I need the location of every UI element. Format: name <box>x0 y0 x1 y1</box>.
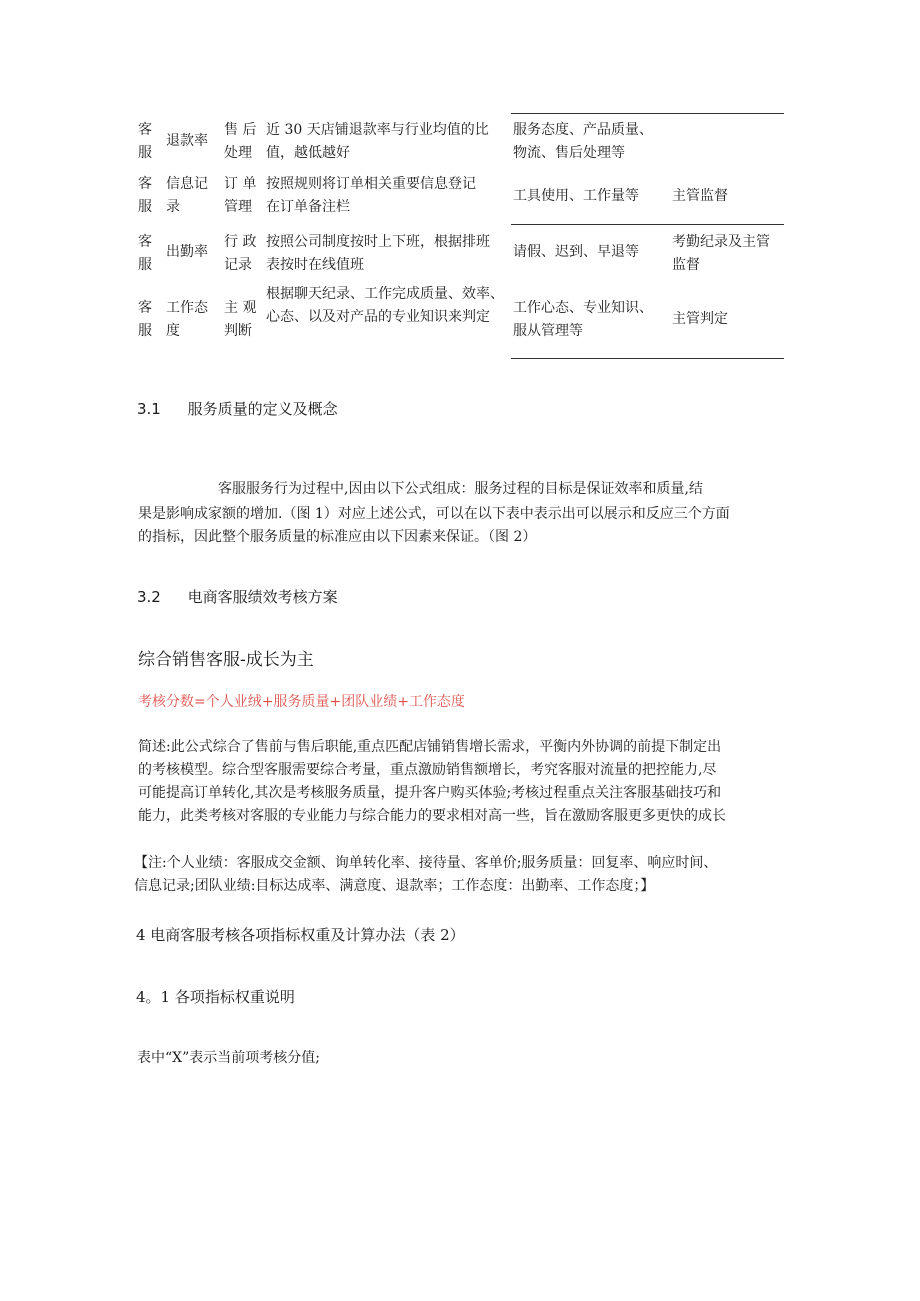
table-rule-mid <box>511 224 784 225</box>
cell-metric: 信息记 录 <box>166 176 208 215</box>
cell-metric: 工作态 度 <box>166 300 208 339</box>
paragraph-line: 果是影响成家额的增加.（图 1）对应上述公式，可以在以下表中表示出可以展示和反应三个方面 <box>138 506 730 522</box>
section-title: 电商客服绩效考核方案 <box>187 588 338 606</box>
subtitle: 综合销售客服-成长为主 <box>138 650 314 670</box>
summary-line: 能力，此类考核对客服的专业能力与综合能力的要求相对高一些，旨在激励客服更多更快的成长 <box>138 808 726 824</box>
cell-method: 根据聊天纪录、工作完成质量、效率、 心态、以及对产品的专业知识来判定 <box>266 286 504 325</box>
section-heading-3-1 <box>137 398 338 419</box>
cell-method: 近 30 天店铺退款率与行业均值的比 值，越低越好 <box>266 122 489 161</box>
table-rule-bottom <box>511 358 784 359</box>
section-title: 服务质量的定义及概念 <box>187 400 338 418</box>
cell-role: 客 服 <box>138 234 152 273</box>
summary-line: 的考核模型。综合型客服需要综合考量，重点激励销售额增长，考究客服对流量的把控能力,尽 <box>138 762 717 778</box>
cell-factors: 请假、迟到、早退等 <box>513 244 639 260</box>
cell-factors: 工具使用、工作量等 <box>513 188 639 204</box>
x-note: 表中“X”表示当前项考核分值; <box>137 1050 320 1066</box>
paragraph-3-1 <box>138 478 798 549</box>
cell-metric: 退款率 <box>166 133 208 149</box>
paragraph-line: 的指标，因此整个服务质量的标准应由以下因素来保证。（图 2） <box>138 529 537 545</box>
note-line: 信息记录;团队业绩:目标达成率、满意度、退款率；工作态度：出勤率、工作态度；】 <box>134 878 655 894</box>
summary-line: 可能提高订单转化,其次是考核服务质量，提升客户购买体验;考核过程重点关注客服基础技巧和 <box>138 785 722 801</box>
formula: 考核分数=个人业绒+服务质量+团队业绩+工作态度 <box>138 694 465 710</box>
cell-factors: 服务态度、产品质量、 物流、售后处理等 <box>513 122 653 161</box>
cell-role: 客 服 <box>138 176 152 215</box>
section-number: 3.2 <box>137 588 161 606</box>
section-number: 3.1 <box>137 400 161 418</box>
section-heading-3-2 <box>137 586 338 607</box>
note <box>134 852 804 898</box>
cell-method: 按照公司制度按时上下班，根据排班 表按时在线值班 <box>266 234 490 273</box>
cell-supervise: 主管判定 <box>672 311 728 327</box>
cell-role: 客 服 <box>138 122 152 161</box>
cell-source: 行 政 记录 <box>224 234 257 273</box>
section-heading-4: 4 电商客服考核各项指标权重及计算办法（表 2） <box>136 926 465 944</box>
cell-supervise: 主管监督 <box>672 188 728 204</box>
cell-supervise: 考勤纪录及主管 监督 <box>672 234 770 273</box>
cell-role: 客 服 <box>138 300 152 339</box>
table-rule-top <box>511 113 784 114</box>
cell-factors: 工作心态、专业知识、 服从管理等 <box>513 300 653 339</box>
paragraph-line: 客服服务行为过程中,因由以下公式组成：服务过程的目标是保证效率和质量,结 <box>218 481 703 497</box>
note-line: 【注:个人业绩：客服成交金额、询单转化率、接待量、客单价;服务质量：回复率、响应时间、 <box>134 855 718 871</box>
cell-method: 按照规则将订单相关重要信息登记 在订单备注栏 <box>266 176 476 215</box>
summary <box>138 736 798 828</box>
cell-source: 主 观 判断 <box>224 300 257 339</box>
section-heading-4-1: 4。1 各项指标权重说明 <box>136 988 295 1006</box>
cell-source: 订 单 管理 <box>224 176 257 215</box>
cell-metric: 出勤率 <box>166 244 208 260</box>
summary-line: 简述:此公式综合了售前与售后职能,重点匹配店铺销售增长需求，平衡内外协调的前提下制定出 <box>138 739 722 755</box>
cell-source: 售 后 处理 <box>224 122 257 161</box>
